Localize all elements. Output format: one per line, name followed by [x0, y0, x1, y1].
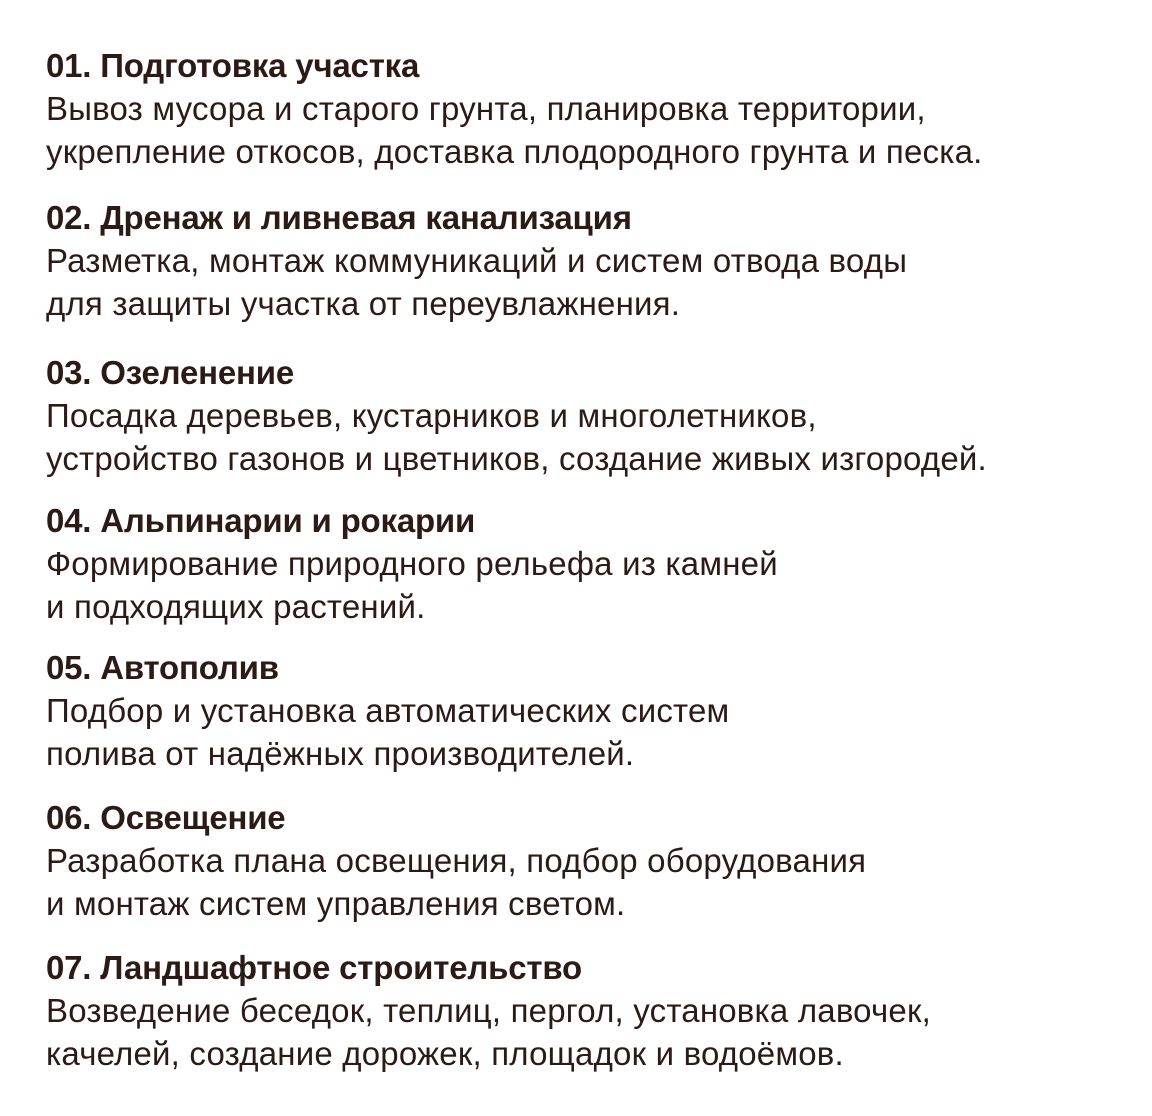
service-title: 04. Альпинарии и рокарии	[46, 502, 476, 539]
service-title: 07. Ландшафтное строительство	[46, 949, 582, 986]
service-item-landscaping	[46, 352, 1146, 480]
service-description-line: Разработка плана освещения, подбор оборудования	[46, 842, 867, 879]
service-title: 05. Автополив	[46, 649, 279, 686]
service-description-line: Разметка, монтаж коммуникаций и систем отвода воды	[46, 242, 908, 279]
service-description-line: Формирование природного рельефа из камней	[46, 545, 778, 582]
service-description-line: и монтаж систем управления светом.	[46, 885, 626, 922]
service-description-line: Вывоз мусора и старого грунта, планировка территории,	[46, 90, 926, 127]
service-description-line: качелей, создание дорожек, площадок и водоёмов.	[46, 1035, 844, 1072]
service-description-line: укрепление откосов, доставка плодородного грунта и песка.	[46, 133, 983, 170]
service-description-line: Возведение беседок, теплиц, пергол, установка лавочек,	[46, 992, 931, 1029]
service-item-drainage	[46, 197, 1146, 325]
service-item-lighting	[46, 797, 1146, 925]
service-item-irrigation	[46, 647, 1146, 775]
service-list	[46, 0, 1146, 1116]
service-description-line: Посадка деревьев, кустарников и многолетников,	[46, 397, 817, 434]
service-title: 01. Подготовка участка	[46, 47, 420, 84]
service-title: 03. Озеленение	[46, 354, 294, 391]
service-description-line: для защиты участка от переувлажнения.	[46, 285, 681, 322]
service-title: 02. Дренаж и ливневая канализация	[46, 199, 632, 236]
service-item-site-preparation	[46, 45, 1146, 173]
service-item-rock-gardens	[46, 500, 1146, 628]
service-description-line: полива от надёжных производителей.	[46, 735, 635, 772]
service-item-construction	[46, 947, 1146, 1075]
service-description-line: устройство газонов и цветников, создание живых изгородей.	[46, 440, 987, 477]
service-title: 06. Освещение	[46, 799, 286, 836]
service-description-line: и подходящих растений.	[46, 588, 426, 625]
service-description-line: Подбор и установка автоматических систем	[46, 692, 730, 729]
